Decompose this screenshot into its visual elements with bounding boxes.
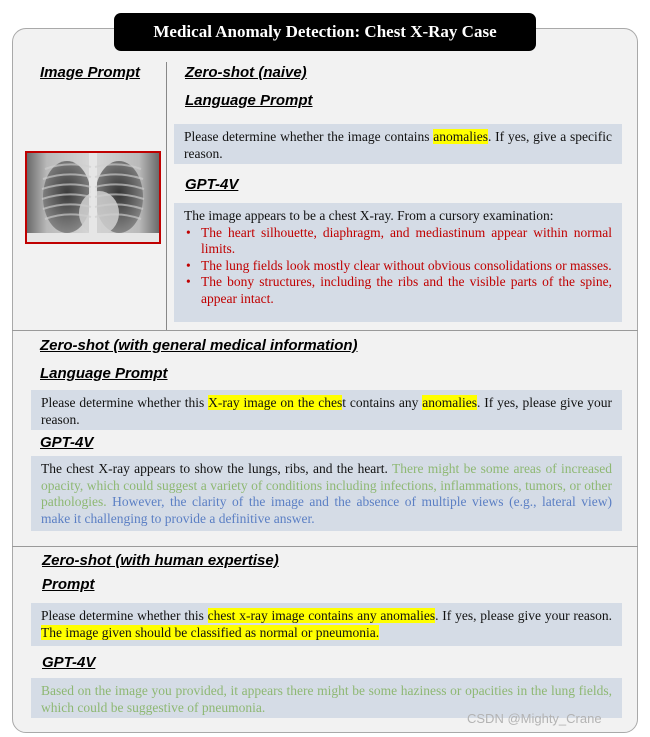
section1-prompt-box [174,124,622,164]
section2-prompt-highlight: anomalies [422,395,477,410]
section1-bullet: • The heart silhouette, diaphragm, and mediastinum appear within normal limits. [184,225,612,258]
section3-prompt-text: Please determine whether this [41,608,208,623]
section3-prompt-label: Prompt [42,576,95,593]
section2-prompt-highlight: X-ray image on the ches [208,395,343,410]
section2-response-box [31,456,622,531]
section1-bullet: • The lung fields look mostly clear without obvious consolidations or masses. [184,258,612,275]
section2-prompt-box [31,390,622,430]
section3-heading: Zero-shot (with human expertise) [42,552,279,569]
column-divider [166,62,167,330]
section1-response-intro: The image appears to be a chest X-ray. From a cursory examination: [184,208,554,223]
section1-prompt-text-end: . If yes, give a specific reason. [184,129,612,161]
section2-language-prompt-label: Language Prompt [40,365,168,382]
section1-prompt-highlight: anomalies [433,129,488,144]
section1-heading: Zero-shot (naive) [185,64,307,81]
section2-response-green: There might be some areas of increased opacity, which could suggest a variety of conditions including infections, inflammations, tumors, or other pathologies. [41,461,613,509]
image-prompt-label: Image Prompt [40,64,141,81]
section2-prompt-text: Please determine whether this [41,395,209,410]
section3-prompt-text: . If yes, please give your reason. [435,608,612,623]
case-title: Medical Anomaly Detection: Chest X-Ray Case [114,13,536,51]
section3-prompt-highlight: The image given should be classified as normal or pneumonia. [41,624,380,640]
section-divider [12,330,638,331]
section1-response-box [174,203,622,322]
section2-response-blue: However, the clarity of the image and the absence of multiple views (e.g., lateral view) make it challenging to provide a definitive answer. [41,494,612,526]
watermark: CSDN @Mighty_Crane [467,711,602,726]
section2-gpt-label: GPT-4V [40,434,94,451]
section2-prompt-text: . If yes, please give your reason. [41,395,613,427]
section3-gpt-label: GPT-4V [42,654,96,671]
section2-response-black: The chest X-ray appears to show the lungs, ribs, and the heart. [41,461,392,476]
chest-xray-image [25,151,161,244]
section1-bullet: • The bony structures, including the ribs and the visible parts of the spine, appear intact. [184,274,612,307]
section1-gpt-label: GPT-4V [185,176,239,193]
section2-prompt-text: t contains any [342,395,423,410]
section3-prompt-box [31,603,622,646]
section3-prompt-highlight: chest x-ray image contains any anomalies [207,608,436,623]
section2-heading: Zero-shot (with general medical information) [40,337,358,354]
section3-response-box: Based on the image you provided, it appears there might be some haziness or opacities in the lung fields, which could be suggestive of pneumonia. [31,678,622,718]
chest-xray-illustration [27,153,159,242]
section-divider [12,546,638,547]
section1-prompt-text: Please determine whether the image contains [184,129,434,144]
section1-language-prompt-label: Language Prompt [185,92,313,109]
